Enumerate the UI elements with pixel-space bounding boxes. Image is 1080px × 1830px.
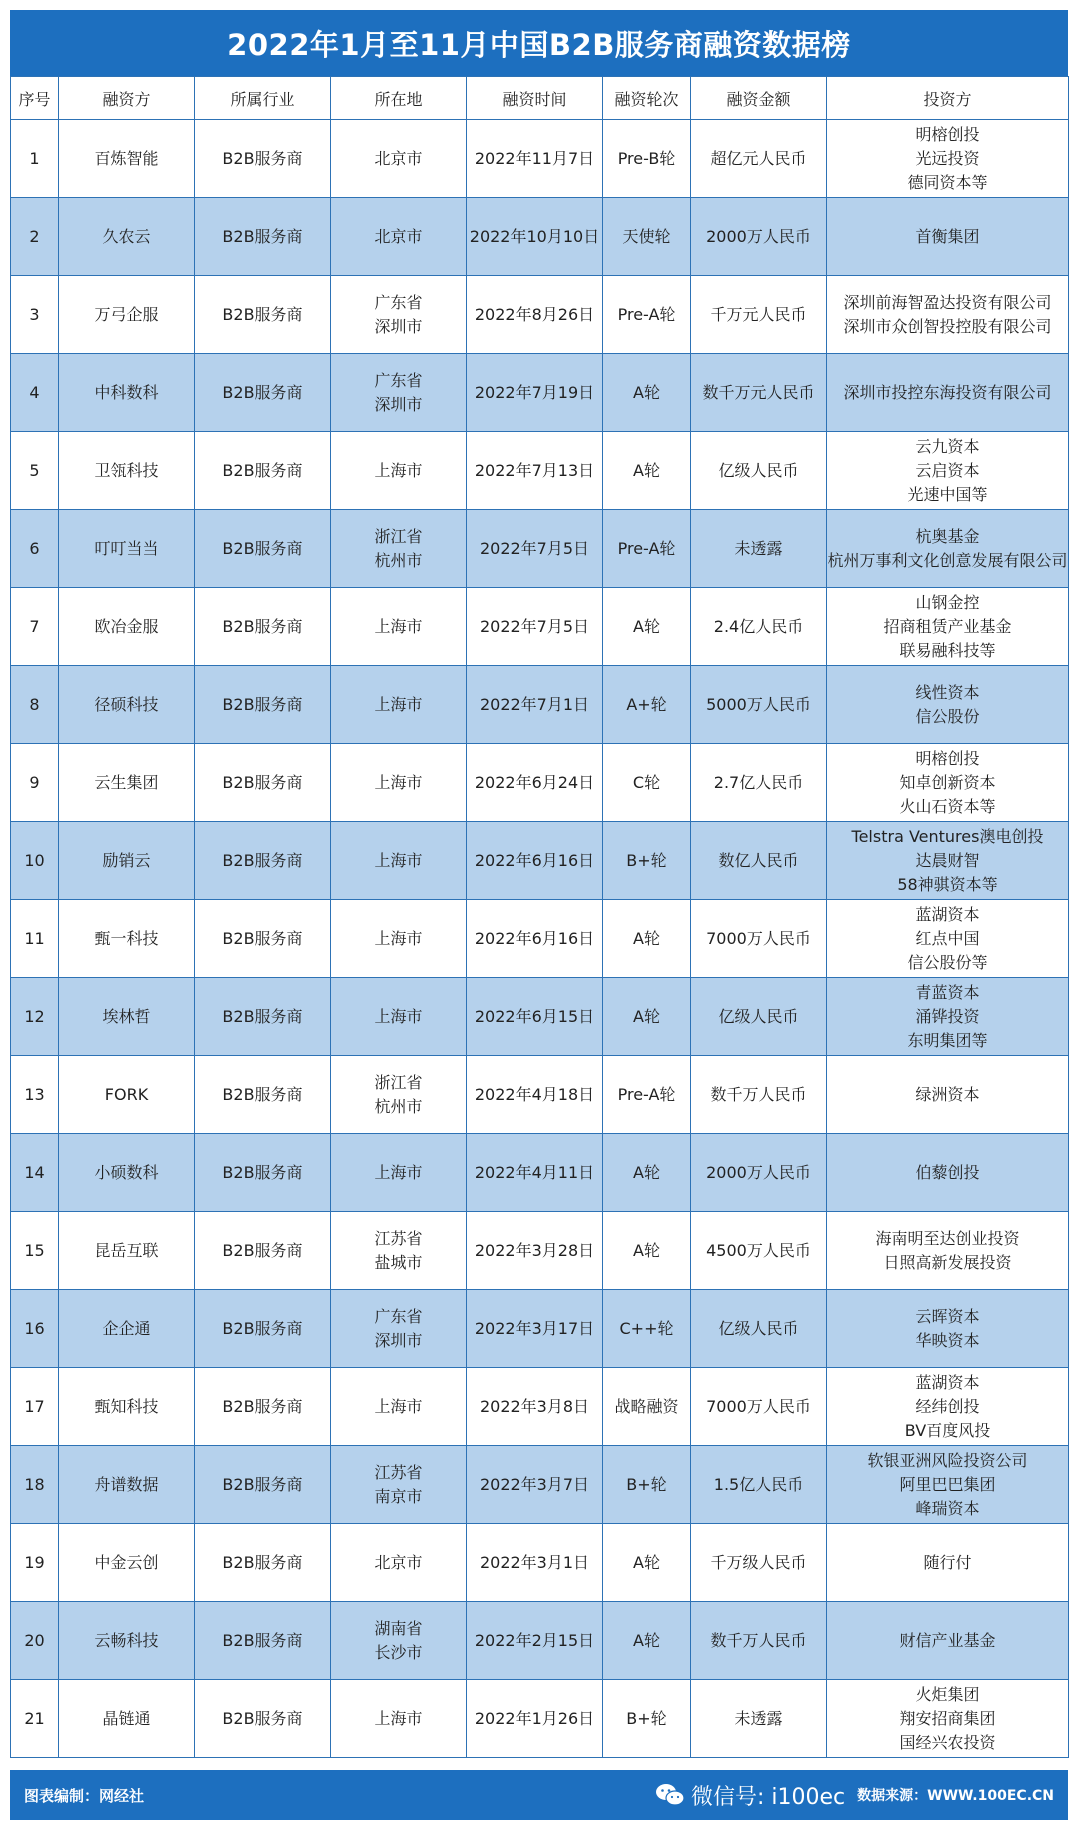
cell-location-line: 湖南省 <box>374 1618 423 1638</box>
data-source: 数据来源：WWW.100EC.CN <box>857 1788 1054 1804</box>
cell-round: A轮 <box>603 1134 691 1212</box>
cell-round: A轮 <box>603 1524 691 1602</box>
cell-amount: 未透露 <box>691 1680 827 1758</box>
cell-location <box>331 198 467 276</box>
cell-amount: 7000万人民币 <box>691 900 827 978</box>
cell-location <box>331 1524 467 1602</box>
cell-no: 9 <box>11 744 59 822</box>
cell-industry: B2B服务商 <box>195 1680 331 1758</box>
cell-company: 云生集团 <box>59 744 195 822</box>
cell-company: 中科数科 <box>59 354 195 432</box>
cell-location <box>331 588 467 666</box>
header-no: 序号 <box>11 77 59 120</box>
cell-round: Pre-B轮 <box>603 120 691 198</box>
cell-investors-line: 信公股份等 <box>907 952 988 972</box>
cell-location <box>331 822 467 900</box>
cell-amount: 数千万人民币 <box>691 1602 827 1680</box>
table-row <box>11 354 1069 432</box>
cell-date: 2022年7月5日 <box>467 510 603 588</box>
cell-date: 2022年6月24日 <box>467 744 603 822</box>
cell-location-line: 长沙市 <box>374 1642 423 1662</box>
financing-table <box>10 76 1069 1758</box>
cell-date: 2022年3月28日 <box>467 1212 603 1290</box>
cell-investors <box>827 822 1069 900</box>
cell-investors <box>827 900 1069 978</box>
cell-investors-line: 明榕创投 <box>915 124 980 144</box>
table-row <box>11 978 1069 1056</box>
header-amount: 融资金额 <box>691 77 827 120</box>
cell-amount: 2.4亿人民币 <box>691 588 827 666</box>
cell-location-line: 杭州市 <box>374 1096 423 1116</box>
cell-investors-line: 随行付 <box>923 1552 972 1572</box>
cell-investors <box>827 1446 1069 1524</box>
table-row <box>11 1290 1069 1368</box>
cell-investors <box>827 1134 1069 1212</box>
cell-investors-line: 蓝湖资本 <box>915 1372 980 1392</box>
cell-industry: B2B服务商 <box>195 744 331 822</box>
cell-location <box>331 432 467 510</box>
cell-company: 百炼智能 <box>59 120 195 198</box>
cell-investors-line: 山钢金控 <box>915 592 980 612</box>
cell-investors-line: 招商租赁产业基金 <box>883 616 1012 636</box>
cell-company: 甄一科技 <box>59 900 195 978</box>
cell-date: 2022年6月16日 <box>467 822 603 900</box>
cell-investors <box>827 432 1069 510</box>
cell-location-line: 广东省 <box>374 292 423 312</box>
table-header-row <box>11 77 1069 120</box>
cell-location-line: 北京市 <box>374 226 423 246</box>
cell-company: 埃林哲 <box>59 978 195 1056</box>
cell-investors-line: 58神骐资本等 <box>897 874 998 894</box>
table-row <box>11 1212 1069 1290</box>
cell-investors-line: 深圳市众创智投控股有限公司 <box>843 316 1052 336</box>
cell-round: B+轮 <box>603 822 691 900</box>
cell-round: A+轮 <box>603 666 691 744</box>
cell-industry: B2B服务商 <box>195 432 331 510</box>
cell-no: 11 <box>11 900 59 978</box>
header-industry: 所属行业 <box>195 77 331 120</box>
cell-investors-line: 翔安招商集团 <box>899 1708 996 1728</box>
cell-round: Pre-A轮 <box>603 276 691 354</box>
cell-date: 2022年7月19日 <box>467 354 603 432</box>
cell-amount: 4500万人民币 <box>691 1212 827 1290</box>
cell-company: 万弓企服 <box>59 276 195 354</box>
cell-location-line: 杭州市 <box>374 550 423 570</box>
cell-industry: B2B服务商 <box>195 900 331 978</box>
table-row <box>11 510 1069 588</box>
cell-location-line: 上海市 <box>374 1006 423 1026</box>
cell-location-line: 深圳市 <box>374 394 423 414</box>
wechat-id-text: 微信号: i100ec <box>690 1784 846 1810</box>
cell-amount: 未透露 <box>691 510 827 588</box>
cell-investors <box>827 666 1069 744</box>
cell-amount: 千万元人民币 <box>691 276 827 354</box>
cell-location <box>331 510 467 588</box>
table-row <box>11 822 1069 900</box>
header-round: 融资轮次 <box>603 77 691 120</box>
cell-amount: 亿级人民币 <box>691 978 827 1056</box>
cell-location <box>331 900 467 978</box>
cell-location <box>331 1212 467 1290</box>
cell-investors <box>827 1524 1069 1602</box>
cell-location <box>331 276 467 354</box>
cell-amount: 千万级人民币 <box>691 1524 827 1602</box>
cell-location-line: 上海市 <box>374 616 423 636</box>
cell-investors-line: 云启资本 <box>915 460 980 480</box>
cell-location-line: 江苏省 <box>374 1462 423 1482</box>
cell-location-line: 上海市 <box>374 772 423 792</box>
table-row <box>11 744 1069 822</box>
cell-date: 2022年3月1日 <box>467 1524 603 1602</box>
cell-location-line: 广东省 <box>374 370 423 390</box>
cell-date: 2022年4月11日 <box>467 1134 603 1212</box>
cell-no: 2 <box>11 198 59 276</box>
cell-location-line: 上海市 <box>374 850 423 870</box>
cell-company: 企企通 <box>59 1290 195 1368</box>
cell-round: A轮 <box>603 354 691 432</box>
cell-no: 7 <box>11 588 59 666</box>
cell-location-line: 浙江省 <box>374 1072 423 1092</box>
cell-investors <box>827 1680 1069 1758</box>
cell-no: 15 <box>11 1212 59 1290</box>
cell-company: 中金云创 <box>59 1524 195 1602</box>
table-row <box>11 198 1069 276</box>
cell-no: 19 <box>11 1524 59 1602</box>
cell-round: A轮 <box>603 978 691 1056</box>
cell-industry: B2B服务商 <box>195 1368 331 1446</box>
cell-location <box>331 1680 467 1758</box>
cell-round: B+轮 <box>603 1680 691 1758</box>
cell-industry: B2B服务商 <box>195 1212 331 1290</box>
cell-date: 2022年10月10日 <box>467 198 603 276</box>
cell-investors-line: 杭奥基金 <box>915 526 980 546</box>
cell-investors-line: 德同资本等 <box>907 172 988 192</box>
cell-round: C++轮 <box>603 1290 691 1368</box>
cell-industry: B2B服务商 <box>195 354 331 432</box>
cell-location <box>331 1134 467 1212</box>
cell-round: Pre-A轮 <box>603 510 691 588</box>
cell-location <box>331 978 467 1056</box>
cell-date: 2022年3月8日 <box>467 1368 603 1446</box>
cell-date: 2022年3月7日 <box>467 1446 603 1524</box>
cell-date: 2022年7月13日 <box>467 432 603 510</box>
cell-no: 5 <box>11 432 59 510</box>
cell-date: 2022年6月15日 <box>467 978 603 1056</box>
cell-investors <box>827 120 1069 198</box>
cell-round: A轮 <box>603 900 691 978</box>
cell-round: A轮 <box>603 588 691 666</box>
cell-location <box>331 1602 467 1680</box>
footer-bar <box>10 1770 1068 1820</box>
cell-date: 2022年4月18日 <box>467 1056 603 1134</box>
page-title: 2022年1月至11月中国B2B服务商融资数据榜 <box>10 10 1068 76</box>
cell-investors-line: 云九资本 <box>915 436 980 456</box>
cell-investors-line: 深圳前海智盈达投资有限公司 <box>843 292 1052 312</box>
cell-location <box>331 120 467 198</box>
cell-round: 天使轮 <box>603 198 691 276</box>
cell-investors-line: 光远投资 <box>915 148 980 168</box>
cell-investors <box>827 588 1069 666</box>
cell-amount: 5000万人民币 <box>691 666 827 744</box>
cell-investors <box>827 744 1069 822</box>
cell-date: 2022年7月1日 <box>467 666 603 744</box>
cell-date: 2022年8月26日 <box>467 276 603 354</box>
cell-round: A轮 <box>603 1212 691 1290</box>
cell-investors <box>827 1368 1069 1446</box>
cell-investors-line: 经纬创投 <box>915 1396 980 1416</box>
cell-no: 4 <box>11 354 59 432</box>
cell-location-line: 上海市 <box>374 1162 423 1182</box>
table-row <box>11 276 1069 354</box>
table-row <box>11 432 1069 510</box>
cell-investors-line: 峰瑞资本 <box>915 1498 980 1518</box>
cell-amount: 亿级人民币 <box>691 1290 827 1368</box>
footer-credit: 图表编制：网经社 <box>24 1786 145 1805</box>
cell-location-line: 上海市 <box>374 460 423 480</box>
cell-investors-line: 知卓创新资本 <box>899 772 996 792</box>
table-row <box>11 588 1069 666</box>
table-row <box>11 900 1069 978</box>
cell-no: 16 <box>11 1290 59 1368</box>
cell-investors-line: 海南明至达创业投资 <box>875 1228 1020 1248</box>
wechat-id <box>655 1780 845 1811</box>
ranking-table-page <box>10 10 1068 1820</box>
cell-company: 晶链通 <box>59 1680 195 1758</box>
wechat-icon <box>655 1782 685 1808</box>
cell-industry: B2B服务商 <box>195 198 331 276</box>
cell-date: 2022年11月7日 <box>467 120 603 198</box>
cell-industry: B2B服务商 <box>195 1134 331 1212</box>
header-location: 所在地 <box>331 77 467 120</box>
cell-amount: 亿级人民币 <box>691 432 827 510</box>
cell-location <box>331 1056 467 1134</box>
cell-company: 云畅科技 <box>59 1602 195 1680</box>
footer-right <box>655 1780 1054 1811</box>
cell-location-line: 上海市 <box>374 928 423 948</box>
cell-amount: 数亿人民币 <box>691 822 827 900</box>
cell-investors-line: 财信产业基金 <box>899 1630 996 1650</box>
cell-no: 18 <box>11 1446 59 1524</box>
table-row <box>11 1134 1069 1212</box>
cell-round: 战略融资 <box>603 1368 691 1446</box>
cell-no: 1 <box>11 120 59 198</box>
cell-investors <box>827 1290 1069 1368</box>
cell-date: 2022年7月5日 <box>467 588 603 666</box>
cell-investors-line: 火炬集团 <box>915 1684 980 1704</box>
cell-investors <box>827 978 1069 1056</box>
cell-company: 欧冶金服 <box>59 588 195 666</box>
cell-no: 20 <box>11 1602 59 1680</box>
table-row <box>11 1524 1069 1602</box>
cell-investors-line: 火山石资本等 <box>899 796 996 816</box>
cell-investors-line: 明榕创投 <box>915 748 980 768</box>
cell-no: 21 <box>11 1680 59 1758</box>
cell-amount: 超亿元人民币 <box>691 120 827 198</box>
cell-amount: 7000万人民币 <box>691 1368 827 1446</box>
cell-investors-line: 青蓝资本 <box>915 982 980 1002</box>
cell-investors-line: 蓝湖资本 <box>915 904 980 924</box>
header-company: 融资方 <box>59 77 195 120</box>
table-row <box>11 120 1069 198</box>
cell-industry: B2B服务商 <box>195 822 331 900</box>
cell-investors-line: 国经兴农投资 <box>899 1732 996 1752</box>
cell-no: 8 <box>11 666 59 744</box>
cell-location-line: 广东省 <box>374 1306 423 1326</box>
cell-date: 2022年3月17日 <box>467 1290 603 1368</box>
cell-date: 2022年1月26日 <box>467 1680 603 1758</box>
cell-date: 2022年2月15日 <box>467 1602 603 1680</box>
cell-investors-line: BV百度风投 <box>904 1420 991 1440</box>
cell-amount: 2000万人民币 <box>691 198 827 276</box>
cell-investors-line: 杭州万事利文化创意发展有限公司 <box>827 550 1068 570</box>
cell-location-line: 上海市 <box>374 1396 423 1416</box>
cell-location-line: 江苏省 <box>374 1228 423 1248</box>
header-date: 融资时间 <box>467 77 603 120</box>
cell-industry: B2B服务商 <box>195 120 331 198</box>
cell-company: 久农云 <box>59 198 195 276</box>
cell-round: A轮 <box>603 1602 691 1680</box>
cell-industry: B2B服务商 <box>195 1524 331 1602</box>
cell-investors-line: 软银亚洲风险投资公司 <box>867 1450 1028 1470</box>
cell-location-line: 上海市 <box>374 694 423 714</box>
cell-location <box>331 1368 467 1446</box>
cell-location <box>331 354 467 432</box>
cell-investors-line: 涌铧投资 <box>915 1006 980 1026</box>
cell-investors-line: 云晖资本 <box>915 1306 980 1326</box>
cell-amount: 2.7亿人民币 <box>691 744 827 822</box>
cell-industry: B2B服务商 <box>195 588 331 666</box>
cell-round: Pre-A轮 <box>603 1056 691 1134</box>
cell-round: C轮 <box>603 744 691 822</box>
cell-investors-line: 伯藜创投 <box>915 1162 980 1182</box>
cell-location-line: 南京市 <box>374 1486 423 1506</box>
cell-no: 17 <box>11 1368 59 1446</box>
cell-company: 卫瓴科技 <box>59 432 195 510</box>
cell-investors <box>827 1056 1069 1134</box>
table-row <box>11 1056 1069 1134</box>
cell-company: 舟谱数据 <box>59 1446 195 1524</box>
cell-industry: B2B服务商 <box>195 510 331 588</box>
cell-company: 小硕数科 <box>59 1134 195 1212</box>
cell-company: 叮叮当当 <box>59 510 195 588</box>
cell-industry: B2B服务商 <box>195 978 331 1056</box>
table-row <box>11 1602 1069 1680</box>
table-row <box>11 1446 1069 1524</box>
cell-company: 甄知科技 <box>59 1368 195 1446</box>
cell-investors-line: Telstra Ventures澳电创投 <box>851 826 1044 846</box>
cell-no: 13 <box>11 1056 59 1134</box>
cell-investors-line: 红点中国 <box>915 928 980 948</box>
cell-investors-line: 联易融科技等 <box>899 640 996 660</box>
cell-investors <box>827 510 1069 588</box>
cell-no: 3 <box>11 276 59 354</box>
cell-no: 14 <box>11 1134 59 1212</box>
cell-location-line: 北京市 <box>374 1552 423 1572</box>
cell-industry: B2B服务商 <box>195 1602 331 1680</box>
cell-investors <box>827 276 1069 354</box>
cell-no: 12 <box>11 978 59 1056</box>
cell-amount: 2000万人民币 <box>691 1134 827 1212</box>
table-row <box>11 1368 1069 1446</box>
cell-investors <box>827 1602 1069 1680</box>
cell-industry: B2B服务商 <box>195 1290 331 1368</box>
cell-location <box>331 744 467 822</box>
cell-investors <box>827 1212 1069 1290</box>
cell-investors-line: 阿里巴巴集团 <box>899 1474 996 1494</box>
cell-industry: B2B服务商 <box>195 1446 331 1524</box>
cell-investors-line: 光速中国等 <box>907 484 988 504</box>
cell-investors-line: 达晨财智 <box>915 850 980 870</box>
cell-no: 6 <box>11 510 59 588</box>
cell-investors <box>827 198 1069 276</box>
cell-no: 10 <box>11 822 59 900</box>
cell-investors-line: 首衡集团 <box>915 226 980 246</box>
cell-investors <box>827 354 1069 432</box>
cell-amount: 数千万元人民币 <box>691 354 827 432</box>
cell-location-line: 浙江省 <box>374 526 423 546</box>
cell-company: FORK <box>59 1056 195 1134</box>
cell-location <box>331 1290 467 1368</box>
header-investors: 投资方 <box>827 77 1069 120</box>
cell-investors-line: 东明集团等 <box>907 1030 988 1050</box>
cell-location-line: 盐城市 <box>374 1252 423 1272</box>
cell-investors-line: 日照高新发展投资 <box>883 1252 1012 1272</box>
cell-investors-line: 线性资本 <box>915 682 980 702</box>
cell-location <box>331 1446 467 1524</box>
cell-location-line: 深圳市 <box>374 316 423 336</box>
cell-investors-line: 深圳市投控东海投资有限公司 <box>843 382 1052 402</box>
cell-round: A轮 <box>603 432 691 510</box>
cell-location-line: 北京市 <box>374 148 423 168</box>
cell-company: 径硕科技 <box>59 666 195 744</box>
cell-location <box>331 666 467 744</box>
table-row <box>11 1680 1069 1758</box>
cell-location-line: 深圳市 <box>374 1330 423 1350</box>
table-row <box>11 666 1069 744</box>
cell-amount: 数千万人民币 <box>691 1056 827 1134</box>
cell-industry: B2B服务商 <box>195 276 331 354</box>
cell-company: 昆岳互联 <box>59 1212 195 1290</box>
cell-industry: B2B服务商 <box>195 666 331 744</box>
cell-investors-line: 信公股份 <box>915 706 980 726</box>
cell-round: B+轮 <box>603 1446 691 1524</box>
cell-investors-line: 华映资本 <box>915 1330 980 1350</box>
cell-date: 2022年6月16日 <box>467 900 603 978</box>
cell-amount: 1.5亿人民币 <box>691 1446 827 1524</box>
cell-investors-line: 绿洲资本 <box>915 1084 980 1104</box>
cell-location-line: 上海市 <box>374 1708 423 1728</box>
cell-company: 励销云 <box>59 822 195 900</box>
cell-industry: B2B服务商 <box>195 1056 331 1134</box>
